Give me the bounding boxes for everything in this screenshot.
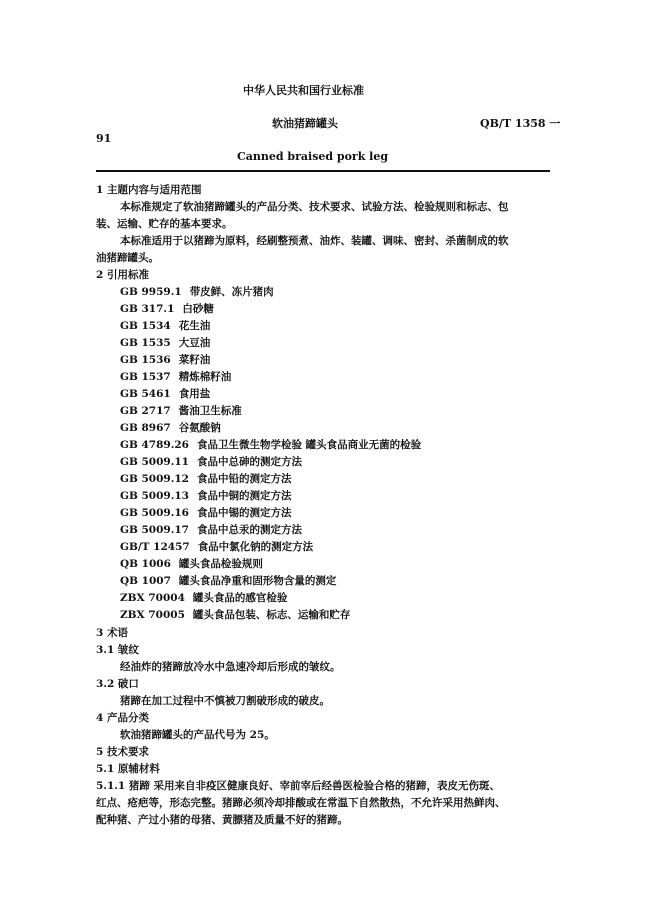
reference-title: 食用盐 — [178, 388, 211, 400]
reference-item — [120, 386, 210, 401]
reference-code: GB 5009.17 — [120, 524, 189, 536]
section-1-para2-line1: 本标准适用于以猪蹄为原料，经刷整预煮、油炸、装罐、调味、密封、杀菌制成的软 — [120, 235, 509, 247]
reference-code: GB 4789.26 — [120, 439, 189, 451]
reference-title: 罐头食品的感官检验 — [192, 592, 288, 604]
reference-code: GB 5009.12 — [120, 473, 189, 485]
reference-title: 菜籽油 — [178, 354, 211, 366]
section-3-2-heading: 3.2 破口 — [96, 678, 139, 690]
reference-code: ZBX 70005 — [120, 609, 185, 621]
reference-item — [120, 471, 292, 486]
reference-item — [120, 556, 263, 571]
reference-code: GB 5009.13 — [120, 490, 189, 502]
document-title-cn: 软油猪蹄罐头 — [272, 117, 338, 130]
section-3-1-heading: 3.1 皱纹 — [96, 644, 139, 656]
reference-code: ZBX 70004 — [120, 592, 185, 604]
section-1-heading: 1 主题内容与适用范围 — [96, 184, 202, 196]
reference-title: 谷氨酸钠 — [178, 422, 221, 434]
reference-title: 食品卫生微生物学检验 罐头食品商业无菌的检验 — [197, 439, 422, 451]
section-3-heading: 3 术语 — [96, 627, 128, 639]
reference-item — [120, 284, 274, 299]
reference-title: 食品中铜的测定方法 — [197, 490, 292, 502]
standard-code: QB/T 1358 一 — [480, 117, 561, 130]
reference-code: GB 317.1 — [120, 303, 175, 315]
reference-code: GB 1537 — [120, 371, 171, 383]
section-4-heading: 4 产品分类 — [96, 712, 149, 724]
reference-item — [120, 420, 221, 435]
reference-item — [120, 522, 302, 537]
reference-code: GB/T 12457 — [120, 541, 190, 553]
reference-item — [120, 301, 214, 316]
reference-code: GB 1536 — [120, 354, 171, 366]
section-2-heading: 2 引用标准 — [96, 269, 149, 281]
document-title-en: Canned braised pork leg — [237, 150, 389, 163]
reference-item — [120, 488, 292, 503]
reference-title: 花生油 — [178, 320, 211, 332]
reference-title: 带皮鲜、冻片猪肉 — [189, 286, 274, 298]
section-5-heading: 5 技术要求 — [96, 746, 149, 758]
reference-item — [120, 437, 421, 452]
reference-title: 食品中铅的测定方法 — [197, 473, 292, 485]
reference-title: 罐头食品检验规则 — [178, 558, 263, 570]
section-5-1-1-line3: 配种猪、产过小猪的母猪、黄膘猪及质量不好的猪蹄。 — [96, 814, 348, 826]
reference-title: 食品中总砷的测定方法 — [197, 456, 302, 468]
reference-item — [120, 590, 287, 605]
reference-code: QB 1006 — [120, 558, 171, 570]
reference-code: GB 5461 — [120, 388, 171, 400]
section-1-para1-line2: 装、运输、贮存的基本要求。 — [96, 218, 233, 230]
reference-title: 罐头食品净重和固形物含量的测定 — [178, 575, 337, 587]
reference-code: GB 9959.1 — [120, 286, 182, 298]
reference-code: GB 5009.11 — [120, 456, 189, 468]
reference-item — [120, 505, 292, 520]
reference-item — [120, 318, 210, 333]
section-3-2-text: 猪蹄在加工过程中不慎被刀割破形成的破皮。 — [120, 695, 330, 707]
reference-title: 罐头食品包装、标志、运输和贮存 — [192, 609, 351, 621]
section-5-1-1-line1: 5.1.1 猪蹄 采用来自非疫区健康良好、宰前宰后经兽医检验合格的猪蹄，表皮无伤斑、 — [96, 780, 501, 792]
reference-title: 白砂糖 — [182, 303, 214, 315]
reference-code: GB 2717 — [120, 405, 171, 417]
reference-title: 食品中锡的测定方法 — [197, 507, 292, 519]
reference-title: 精炼棉籽油 — [178, 371, 232, 383]
reference-code: GB 1534 — [120, 320, 171, 332]
section-5-1-heading: 5.1 原辅材料 — [96, 763, 160, 775]
reference-item — [120, 539, 313, 554]
reference-item — [120, 335, 210, 350]
reference-code: GB 1535 — [120, 337, 171, 349]
section-3-1-text: 经油炸的猪蹄放冷水中急速冷却后形成的皱纹。 — [120, 661, 341, 673]
reference-item — [120, 607, 350, 622]
reference-title: 食品中氯化钠的测定方法 — [197, 541, 314, 553]
reference-code: QB 1007 — [120, 575, 171, 587]
reference-item — [120, 573, 336, 588]
reference-title: 酱油卫生标准 — [178, 405, 242, 417]
reference-title: 食品中总汞的测定方法 — [197, 524, 302, 536]
reference-item — [120, 369, 231, 384]
reference-item — [120, 403, 242, 418]
reference-item — [120, 352, 210, 367]
standard-org-title: 中华人民共和国行业标准 — [243, 84, 364, 97]
reference-title: 大豆油 — [178, 337, 211, 349]
reference-item — [120, 454, 302, 469]
section-5-1-1-line2: 红点、疮疤等，形态完整。猪蹄必须冷却排酸或在常温下自然散热，不允许采用热鲜肉、 — [96, 797, 506, 809]
reference-code: GB 8967 — [120, 422, 171, 434]
section-4-text: 软油猪蹄罐头的产品代号为 25。 — [120, 729, 275, 741]
section-1-para2-line2: 油猪蹄罐头。 — [96, 252, 159, 264]
section-1-para1-line1: 本标准规定了软油猪蹄罐头的产品分类、技术要求、试验方法、检验规则和标志、包 — [120, 201, 509, 213]
header-divider — [96, 170, 550, 172]
standard-code-continued: 91 — [96, 132, 112, 145]
reference-code: GB 5009.16 — [120, 507, 189, 519]
